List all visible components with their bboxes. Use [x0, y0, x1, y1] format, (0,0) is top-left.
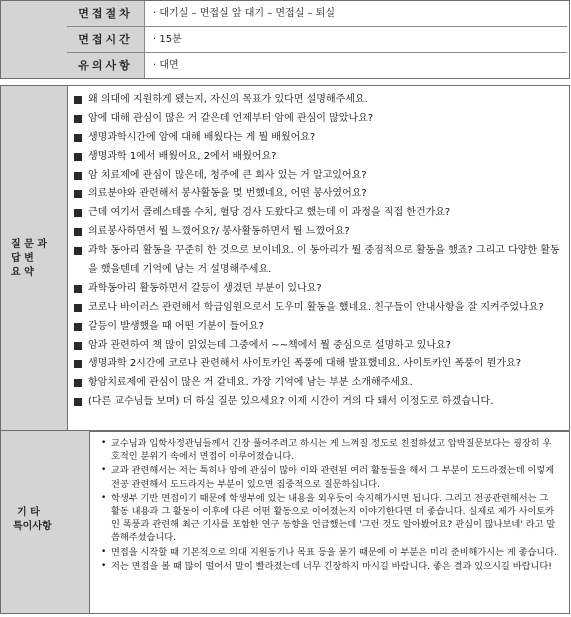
list-item: 근데 여기서 콜레스테롤 수치, 혈당 검사 도왔다고 했는데 이 과정을 직접 한건가요?	[70, 204, 565, 223]
list-item: 의료분야와 관련해서 봉사활동을 몇 번했네요, 어떤 봉사였어요?	[70, 185, 565, 204]
bullet-square-icon	[74, 379, 82, 387]
list-item: 암과 관련하여 책 많이 읽었는데 그중에서 ~~책에서 뭘 중심으로 설명하고 있나요?	[70, 337, 565, 356]
qa-section-side	[1, 86, 68, 431]
list-item: 과학동아리 활동하면서 갈등이 생겼던 부분이 있나요?	[70, 280, 565, 299]
bullet-square-icon	[74, 342, 82, 350]
list-item: 갈등이 발생했을 때 어떤 기분이 들어요?	[70, 318, 565, 337]
bullet-square-icon	[74, 115, 82, 123]
qa-label-line3: 요 약	[11, 267, 34, 278]
list-item: • 저는 면접을 볼 때 많이 떨어서 말이 빨라졌는데 너무 긴장하지 마시길 바랍니다. 좋은 결과 있으시길 바랍니다!	[101, 560, 552, 572]
bullet-square-icon	[74, 285, 82, 293]
bullet-square-icon	[74, 323, 82, 331]
list-item: 코로나 바이러스 관련해서 학급임원으로서 도우미 활동을 했네요. 친구들이 안내사항을 잘 지켜주었나요?	[70, 299, 565, 318]
bullet-square-icon	[74, 398, 82, 406]
etc-label-line2: 특이사항	[13, 521, 52, 532]
bullet-dot-icon: •	[101, 492, 107, 503]
bullet-square-icon	[74, 360, 82, 368]
list-item: 항암치료제에 관심이 많은 거 같네요. 가장 기억에 남는 부분 소개해주세요.	[70, 374, 565, 393]
bullet-square-icon	[74, 190, 82, 198]
bullet-dot-icon: •	[101, 546, 107, 557]
bullet-dot-icon: •	[101, 438, 107, 448]
list-item: 암에 대해 관심이 많은 거 같은데 언제부터 암에 관심이 많았나요?	[70, 110, 565, 129]
list-item: • 학생부 기반 면접이기 때문에 학생부에 있는 내용을 외우듯이 숙지해가시면 됩니다. 그리고 전공관련해서는 그 활동 내용과 그 활동이 이후에 다른 어떤 활동으로 이어졌는지 이야기한다면 더 좋습니다. 실제로 제가 사이토카인 폭풍과 관련해 최근 기사를 포함한 연구 동향을 언급했는데 '그런 것도 알아봤어요? 관심이 많나보네' 라고 말씀해주셨습니다.	[101, 492, 556, 544]
list-item: • 교과 관련해서는 저는 특히나 암에 관심이 많아 이와 관련된 여러 활동들을 해서 그 부분이 도드라졌는데 이렇게 전공 관련해서 도드라지는 부분이 있으면 집중적으로 질문하십니다.	[101, 465, 555, 490]
bullet-square-icon	[74, 228, 82, 236]
qa-list	[70, 91, 565, 412]
bullet-square-icon	[74, 96, 82, 104]
bullet-square-icon	[74, 247, 82, 255]
list-item: 의료봉사하면서 뭘 느꼈어요?/ 봉사활동하면서 뭘 느꼈어요?	[70, 223, 565, 242]
list-item: (다른 교수님들 보며) 더 하실 질문 있으세요? 이제 시간이 거의 다 돼서 이정도로 하겠습니다.	[70, 393, 565, 412]
bullet-square-icon	[74, 304, 82, 312]
qa-label-line1: 질 문 과	[11, 239, 47, 250]
list-item: 과학 동아리 활동을 꾸준히 한 것으로 보이네요. 이 동아리가 뭘 중점적으로 활동을 했죠? 그리고 다양한 활동을 했을텐데 기억에 남는 거 설명해주세요.	[70, 242, 565, 280]
list-item: 생명과학 1에서 배웠어요, 2에서 배웠어요?	[70, 148, 565, 167]
list-item: 암 치료제에 관심이 많은데, 청주에 큰 회사 있는 거 알고있어요?	[70, 167, 565, 186]
info-row-procedure	[67, 1, 567, 27]
list-item: • 면접을 시작할 때 기본적으로 의대 지원동기나 목표 등을 묻기 때문에 이 부분은 미리 준비해가시는 게 좋습니다.	[101, 546, 558, 558]
bullet-square-icon	[74, 209, 82, 217]
qa-label-line2: 답 변	[11, 253, 34, 264]
bullet-dot-icon: •	[101, 465, 107, 476]
etc-section-side	[1, 431, 90, 613]
info-value: · 대기실 – 면접실 앞 대기 – 면접실 – 퇴실	[153, 8, 336, 19]
list-item: 생명과학시간에 암에 대해 배웠다는 게 뭘 배웠어요?	[70, 129, 565, 148]
list-item: 왜 의대에 지원하게 됐는지, 자신의 목표가 있다면 설명해주세요.	[70, 91, 565, 110]
list-item: 생명과학 2시간에 코로나 관련해서 사이토카인 폭풍에 대해 발표했네요. 사이토카인 폭풍이 뭔가요?	[70, 355, 565, 374]
bullet-square-icon	[74, 172, 82, 180]
info-row-time	[67, 27, 567, 53]
info-row-notes	[67, 53, 567, 78]
list-item: • 교수님과 입학사정관님들께서 긴장 풀어주려고 하시는 게 느껴질 정도로 친절하셨고 압박질문보다는 굉장히 우호적인 분위기 속에서 면접이 이루어졌습니다.	[101, 438, 552, 463]
info-label: 면접시간	[67, 27, 145, 52]
info-value: · 15분	[153, 34, 182, 45]
info-label: 면접절차	[67, 1, 145, 26]
bullet-square-icon	[74, 153, 82, 161]
info-value: · 대면	[153, 60, 179, 71]
info-label: 유의사항	[67, 53, 145, 78]
info-table-side	[1, 1, 68, 78]
bullet-dot-icon: •	[101, 560, 107, 571]
etc-list	[101, 437, 560, 574]
etc-label-line1: 기 타	[17, 507, 40, 518]
bullet-square-icon	[74, 134, 82, 142]
